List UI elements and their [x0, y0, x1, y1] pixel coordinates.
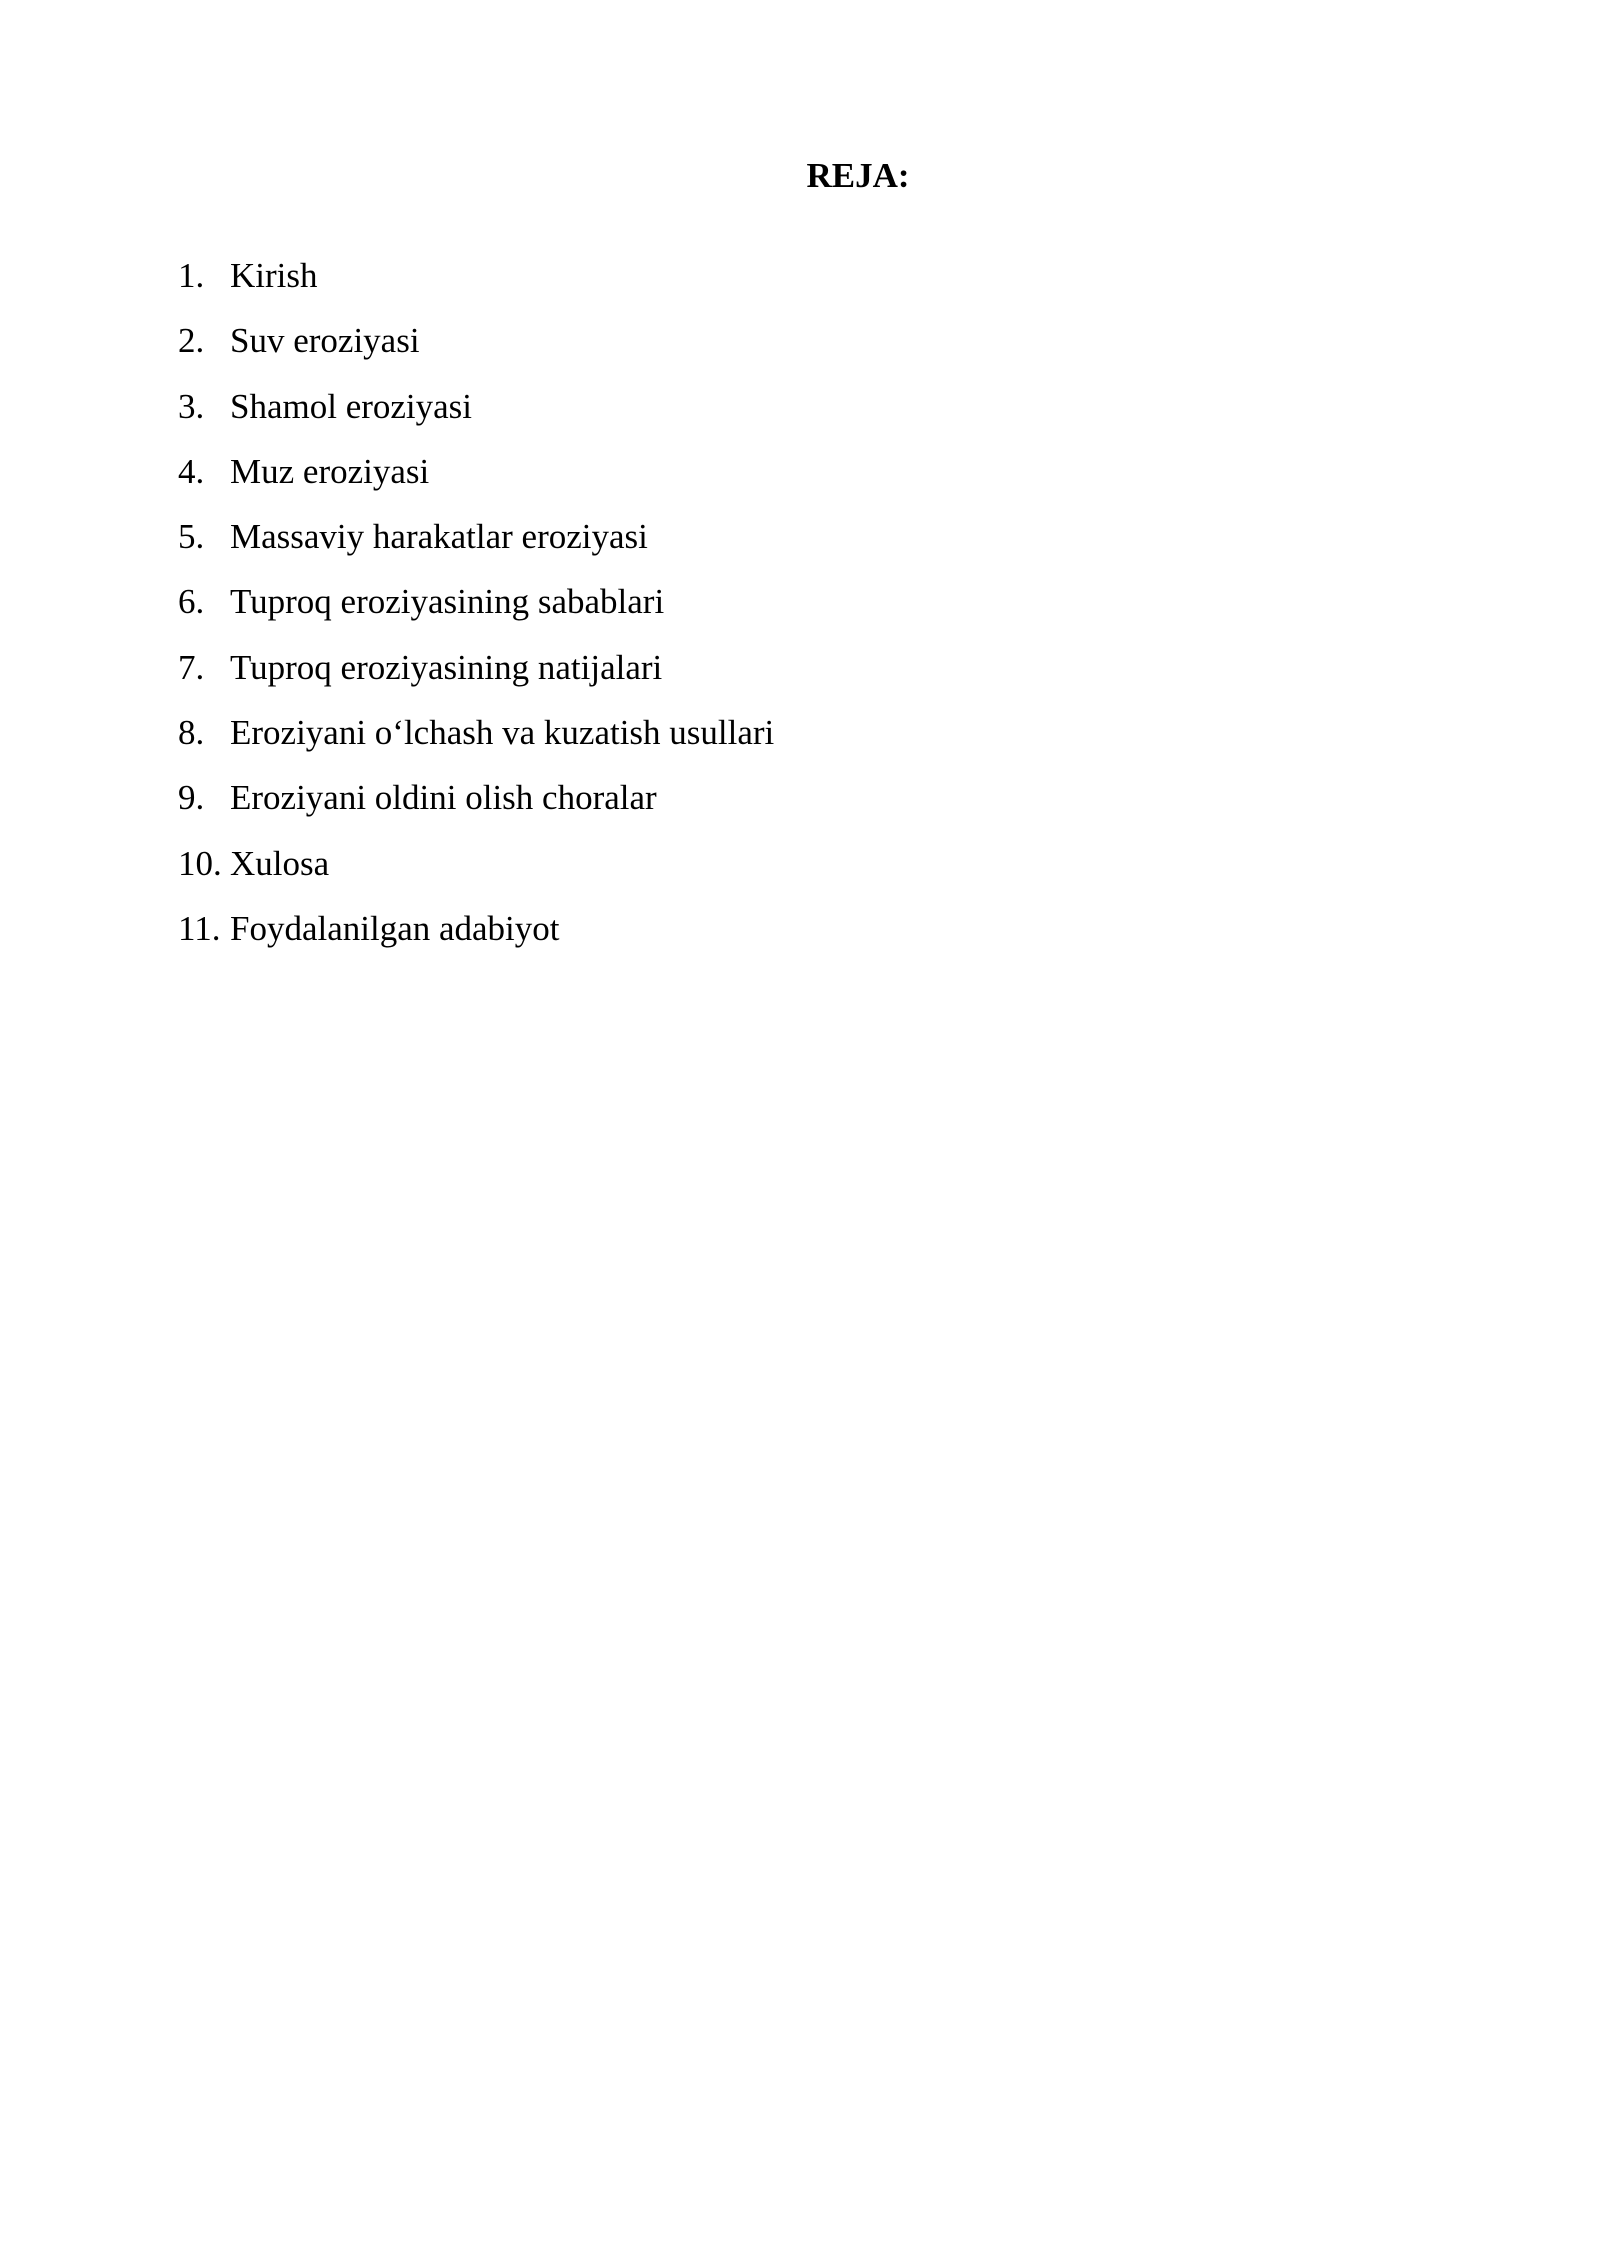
list-item — [178, 511, 774, 576]
list-item — [178, 315, 774, 380]
list-item-number: 5. — [178, 517, 205, 557]
list-item-number: 10. — [178, 843, 222, 883]
list-item-text: Shamol eroziyasi — [230, 386, 473, 426]
list-item — [178, 446, 774, 511]
list-item-text: Foydalanilgan adabiyot — [230, 908, 560, 948]
list-item — [178, 707, 774, 772]
list-item-number: 11. — [178, 908, 221, 948]
list-item-number: 2. — [178, 321, 205, 361]
list-item-number: 9. — [178, 778, 205, 818]
list-item — [178, 642, 774, 707]
list-item-text: Massaviy harakatlar eroziyasi — [230, 517, 648, 557]
list-item-text: Kirish — [230, 256, 318, 295]
list-item — [178, 250, 774, 315]
list-item-text: Tuproq eroziyasining natijalari — [230, 647, 663, 687]
list-item — [178, 576, 774, 641]
list-item — [178, 838, 774, 903]
list-item-number: 6. — [178, 582, 205, 622]
list-item-number: 1. — [178, 256, 205, 295]
list-item-text: Xulosa — [230, 843, 330, 883]
list-item-number: 4. — [178, 451, 205, 491]
list-item-number: 3. — [178, 386, 205, 426]
list-item — [178, 772, 774, 837]
list-item-text: Eroziyani o‘lchash va kuzatish usullari — [230, 713, 775, 753]
list-item-text: Muz eroziyasi — [230, 451, 430, 491]
list-item-number: 7. — [178, 647, 205, 687]
list-item-number: 8. — [178, 713, 205, 753]
list-item-text: Eroziyani oldini olish choralar — [230, 778, 657, 818]
list-item — [178, 381, 774, 446]
page-title: REJA: — [806, 156, 910, 195]
list-item-text: Tuproq eroziyasining sabablari — [230, 582, 665, 622]
plan-list — [178, 250, 774, 968]
list-item — [178, 903, 774, 968]
list-item-text: Suv eroziyasi — [230, 321, 420, 361]
